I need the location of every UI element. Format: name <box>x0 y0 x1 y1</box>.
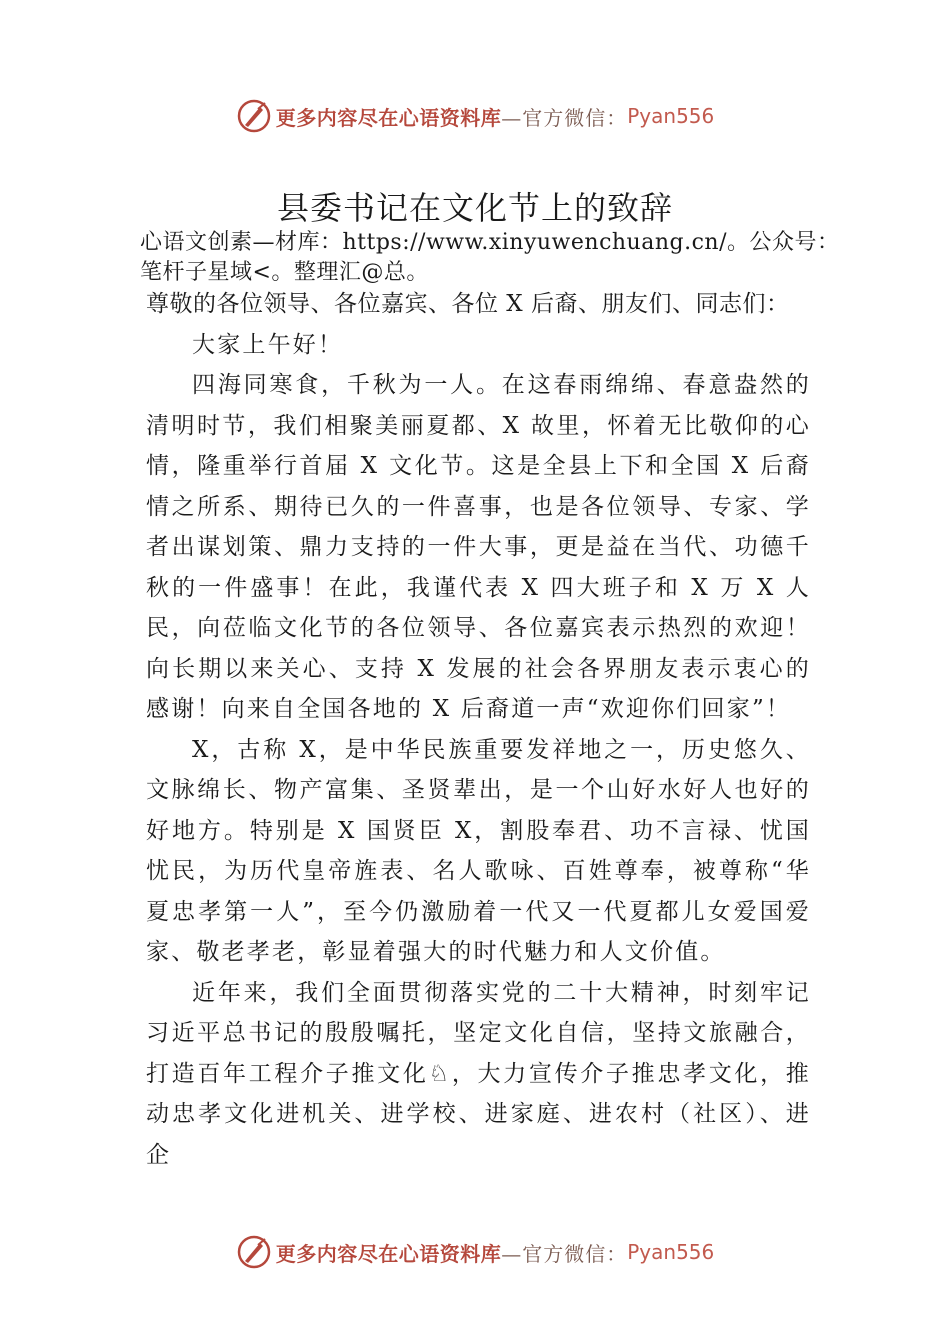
salutation: 尊敬的各位领导、各位嘉宾、各位 X 后裔、朋友们、同志们： <box>146 291 790 317</box>
banner-wechat-label: —官方微信： <box>501 105 628 130</box>
speech-body <box>146 284 811 1175</box>
banner-wechat-id: Pyan556 <box>627 1240 715 1264</box>
source-line: 心语文创素—材库：https://www.xinyuwenchuang.cn/。公众号：笔杆子星域<。整理汇@总。 <box>140 230 840 285</box>
paragraph-recent-work: 近年来，我们全面贯彻落实党的二十大精神，时刻牢记习近平总书记的殷殷嘱托，坚定文化自信，坚持文旅融合， 打造百年工程介子推文化♘，大力宣传介子推忠孝文化，推动忠孝文化进机关、进学校、进家庭、进农村（社区）、进企 <box>146 979 811 1168</box>
header-banner <box>0 96 950 136</box>
banner-library-text: 更多内容尽在心语资料库 <box>275 105 502 130</box>
footer-banner <box>0 1232 950 1272</box>
paragraph-greeting: 大家上午好！ <box>192 331 344 358</box>
quill-logo-icon <box>236 1234 272 1270</box>
banner-library-text: 更多内容尽在心语资料库 <box>275 1241 502 1266</box>
paragraph-history: X，古称 X，是中华民族重要发祥地之一，历史悠久、文脉绵长、物产富集、圣贤辈出，是一个山好水好人也好的好地方。特别是 X 国贤臣 X，割股奉君、功不言禄、忧国忧民，为历代皇帝旌表、名人歌咏、百姓尊奉，被尊称“华夏忠孝第一人”，至今仍激励着一代又一代夏都儿女爱国爱家、敬老孝老，彰显着强大的时代魅力和人文价值。 <box>146 736 811 965</box>
document-title: 县委书记在文化节上的致辞 <box>276 189 673 227</box>
paragraph-welcome: 四海同寒食，千秋为一人。在这春雨绵绵、春意盎然的清明时节，我们相聚美丽夏都、X 故里，怀着无比敬仰的心情，隆重举行首届 X 文化节。这是全县上下和全国 X 后裔情之所系、期待已久的一件喜事，也是各位领导、专家、学者出谋划策、鼎力支持的一件大事，更是益在当代、功德千秋的一件盛事！在此，我谨代表 X 四大班子和 X 万 X 人民，向莅临文化节的各位领导、各位嘉宾表示热烈的欢迎！向长期以来关心、支持 X 发展的社会各界朋友表示衷心的感谢！向来自全国各地的 X 后裔道一声“欢迎你们回家”！ <box>146 372 811 722</box>
banner-wechat-id: Pyan556 <box>627 104 715 128</box>
banner-wechat-label: —官方微信： <box>501 1241 628 1266</box>
quill-logo-icon <box>236 98 272 134</box>
